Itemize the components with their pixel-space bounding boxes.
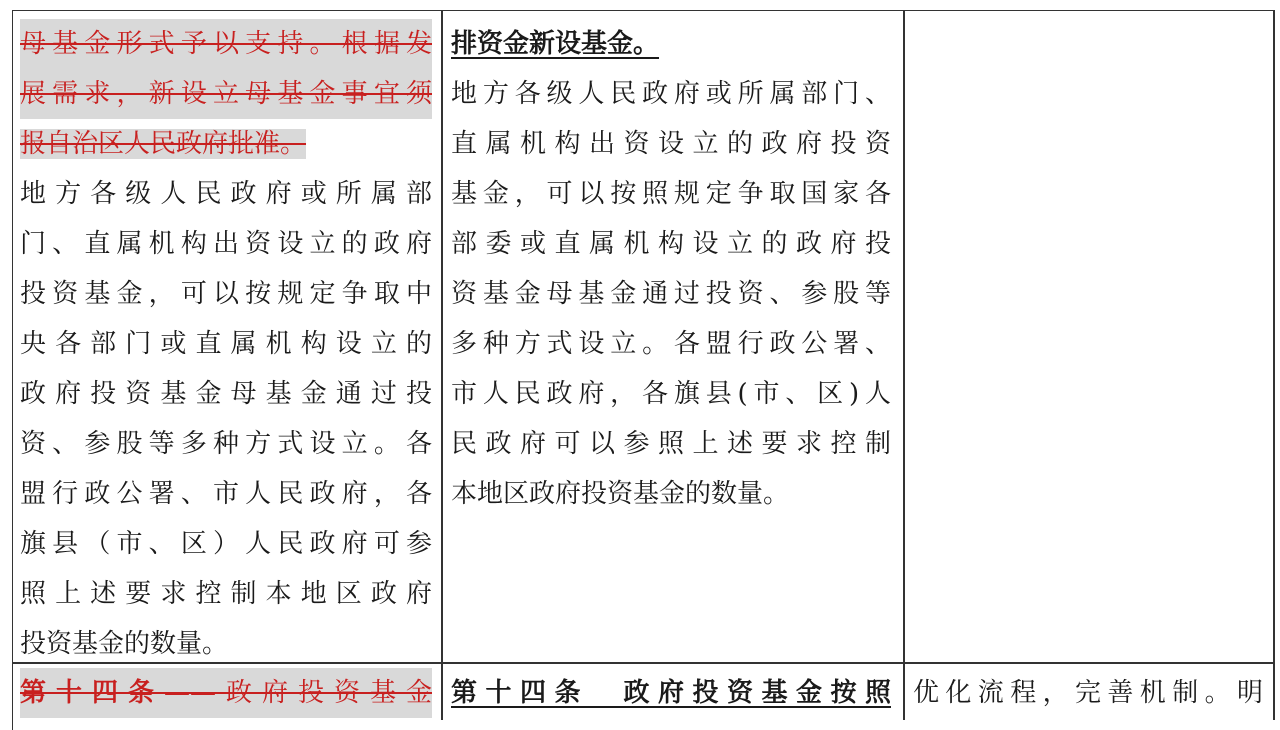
text-line: 部委或直属机构设立的政府投 xyxy=(451,229,891,259)
text-line: 央各部门或直属机构设立的 xyxy=(20,329,432,359)
text-line: 政府投资基金母基金通过投 xyxy=(20,379,432,409)
text-line: 投资基金，可以按规定争取中 xyxy=(20,279,432,309)
text-line: 照上述要求控制本地区政府 xyxy=(20,579,432,609)
deleted-line: 报自治区人民政府批准。 xyxy=(20,129,307,159)
col1-cell xyxy=(20,19,432,669)
text-line: 地方各级人民政府或所属部门、 xyxy=(451,79,891,109)
article-heading: 第十四条 政府投资基金按照 xyxy=(451,678,891,708)
text-line: 本地区政府投资基金的数量。 xyxy=(451,479,790,509)
col2-next-row-cell xyxy=(451,668,891,718)
deleted-line: 母基金形式予以支持。根据发 xyxy=(20,19,432,69)
text-line: 民政府可以参照上述要求控制 xyxy=(451,429,891,459)
text-line: 投资基金的数量。 xyxy=(20,629,229,659)
col3-next-row-cell xyxy=(913,668,1263,718)
text-line: 门、直属机构出资设立的政府 xyxy=(20,229,432,259)
column-divider-2 xyxy=(903,10,905,720)
deleted-line: 展需求，新设立母基金事宜须 xyxy=(20,69,432,119)
text-line: 基金，可以按照规定争取国家各 xyxy=(451,179,891,209)
deleted-article-heading: 第十四条——政府投资基金 xyxy=(20,668,432,718)
text-line: 盟行政公署、市人民政府，各 xyxy=(20,479,432,509)
text-line: 旗县（市、区）人民政府可参 xyxy=(20,529,432,559)
column-divider-1 xyxy=(441,10,443,720)
text-line: 市人民政府，各旗县(市、区)人 xyxy=(451,379,891,409)
text-line: 直属机构出资设立的政府投资 xyxy=(451,129,891,159)
text-line: 资、参股等多种方式设立。各 xyxy=(20,429,432,459)
text-line: 优化流程，完善机制。明 xyxy=(913,678,1263,708)
text-line: 资基金母基金通过投资、参股等 xyxy=(451,279,891,309)
col2-cell xyxy=(451,19,891,519)
col1-next-row-cell xyxy=(20,668,432,718)
text-line: 多种方式设立。各盟行政公署、 xyxy=(451,329,891,359)
inserted-line: 排资金新设基金。 xyxy=(451,29,660,59)
text-line: 地方各级人民政府或所属部 xyxy=(20,179,432,209)
table-right-border xyxy=(1273,10,1275,720)
